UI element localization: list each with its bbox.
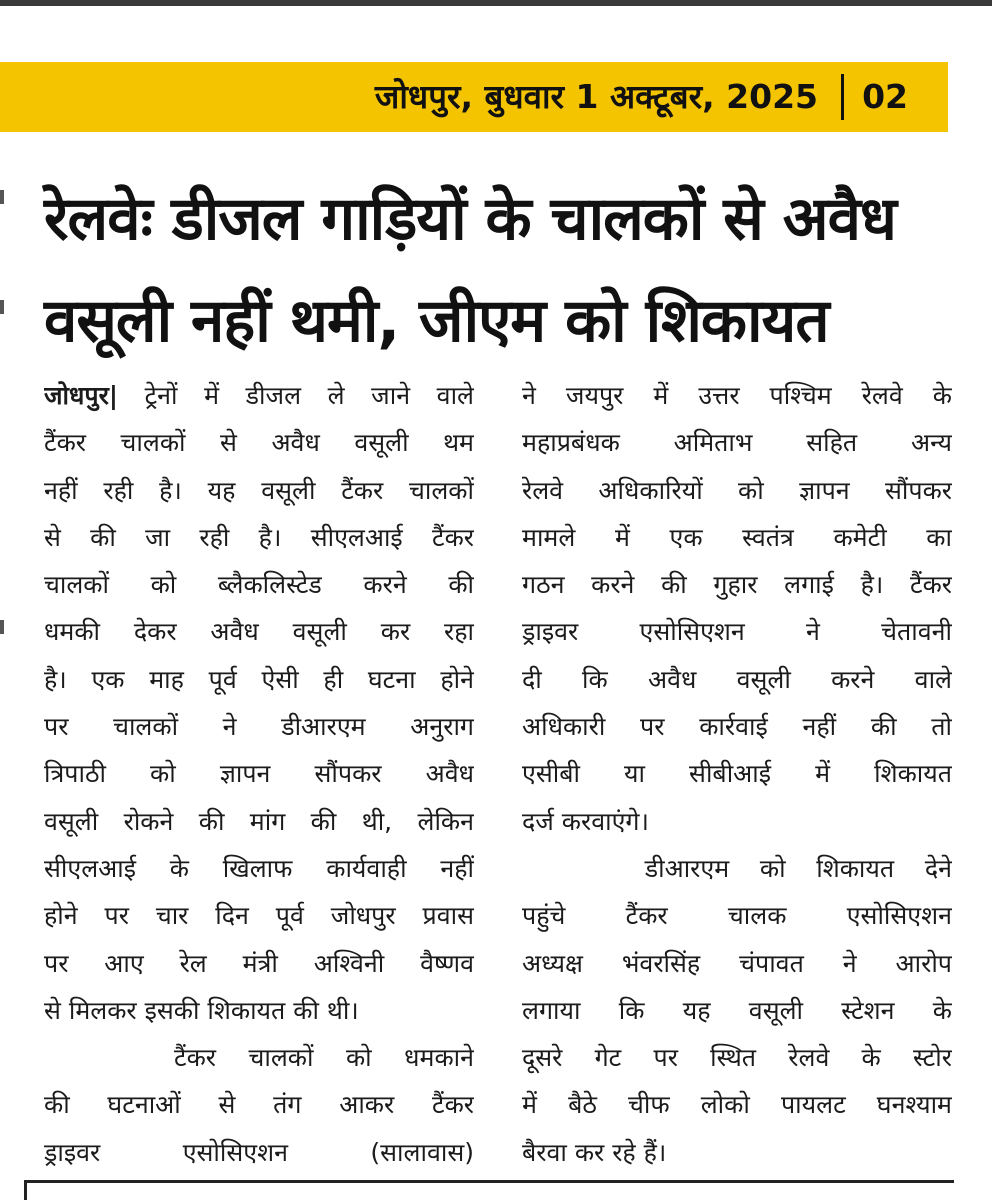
left-margin-marks	[0, 150, 12, 1150]
body-line: की घटनाओं से तंग आकर टैंकर	[44, 1090, 474, 1120]
body-line: महाप्रबंधक अमिताभ सहित अन्य	[522, 428, 952, 458]
body-line: होने पर चार दिन पूर्व जोधपुर प्रवास	[44, 901, 474, 931]
header-divider	[841, 74, 844, 120]
body-line: टैंकर चालकों को धमकाने	[44, 1043, 474, 1073]
body-line: में बैठे चीफ लोको पायलट घनश्याम	[522, 1090, 952, 1120]
body-line: पहुंचे टैंकर चालक एसोसिएशन	[522, 901, 952, 931]
dateline: जोधपुर|	[44, 381, 118, 410]
body-line: दूसरे गेट पर स्थित रेलवे के स्टोर	[522, 1043, 952, 1073]
body-line: डीआरएम को शिकायत देने	[522, 853, 952, 883]
page-number: 02	[862, 77, 908, 116]
body-line: धमकी देकर अवैध वसूली कर रहा	[44, 617, 474, 647]
body-line: सीएलआई के खिलाफ कार्यवाही नहीं	[44, 853, 474, 883]
body-line: बैरवा कर रहे हैं।	[522, 1137, 667, 1167]
body-line: वसूली रोकने की मांग की थी, लेकिन	[44, 806, 474, 836]
body-line: दर्ज करवाएंगे।	[522, 806, 649, 836]
body-line: अध्यक्ष भंवरसिंह चंपावत ने आरोप	[522, 948, 952, 978]
body-line: टैंकर चालकों से अवैध वसूली थम	[44, 428, 474, 458]
body-line: जोधपुर| ट्रेनों में डीजल ले जाने वाले	[44, 381, 474, 410]
body-line: अधिकारी पर कार्रवाई नहीं की तो	[522, 712, 952, 742]
body-line: लगाया कि यह वसूली स्टेशन के	[522, 995, 952, 1025]
headline-line-1: रेलवेः डीजल गाड़ियों के चालकों से अवैध	[44, 184, 896, 254]
body-line: पर चालकों ने डीआरएम अनुराग	[44, 712, 474, 742]
body-line: चालकों को ब्लैकलिस्टेड करने की	[44, 570, 474, 600]
body-line: मामले में एक स्वतंत्र कमेटी का	[522, 522, 952, 552]
body-line: नहीं रही है। यह वसूली टैंकर चालकों	[44, 475, 474, 505]
body-line: रेलवे अधिकारियों को ज्ञापन सौंपकर	[522, 475, 952, 505]
body-line: दी कि अवैध वसूली करने वाले	[522, 664, 952, 694]
body-line: एसीबी या सीबीआई में शिकायत	[522, 759, 952, 789]
left-column	[44, 372, 474, 1176]
date-header-band	[0, 62, 948, 132]
article-headline	[44, 168, 964, 372]
headline-line-2: वसूली नहीं थमी, जीएम को शिकायत	[44, 286, 829, 356]
bottom-rule-corner	[24, 1180, 27, 1200]
body-line: है। एक माह पूर्व ऐसी ही घटना होने	[44, 664, 474, 694]
body-line: त्रिपाठी को ज्ञापन सौंपकर अवैध	[44, 759, 474, 789]
page-top-edge	[0, 0, 992, 6]
body-line: से मिलकर इसकी शिकायत की थी।	[44, 995, 359, 1025]
body-line: पर आए रेल मंत्री अश्विनी वैष्णव	[44, 948, 474, 978]
date-line: जोधपुर, बुधवार 1 अक्टूबर, 2025	[374, 77, 818, 116]
article-body	[44, 372, 956, 1167]
body-line: ड्राइवर एसोसिएशन (सालावास)	[44, 1137, 474, 1167]
body-line: ने जयपुर में उत्तर पश्चिम रेलवे के	[522, 381, 952, 410]
right-column	[522, 372, 952, 1176]
body-line: से की जा रही है। सीएलआई टैंकर	[44, 522, 474, 552]
body-line: गठन करने की गुहार लगाई है। टैंकर	[522, 570, 952, 600]
bottom-rule	[24, 1180, 954, 1183]
body-line: ड्राइवर एसोसिएशन ने चेतावनी	[522, 617, 952, 647]
